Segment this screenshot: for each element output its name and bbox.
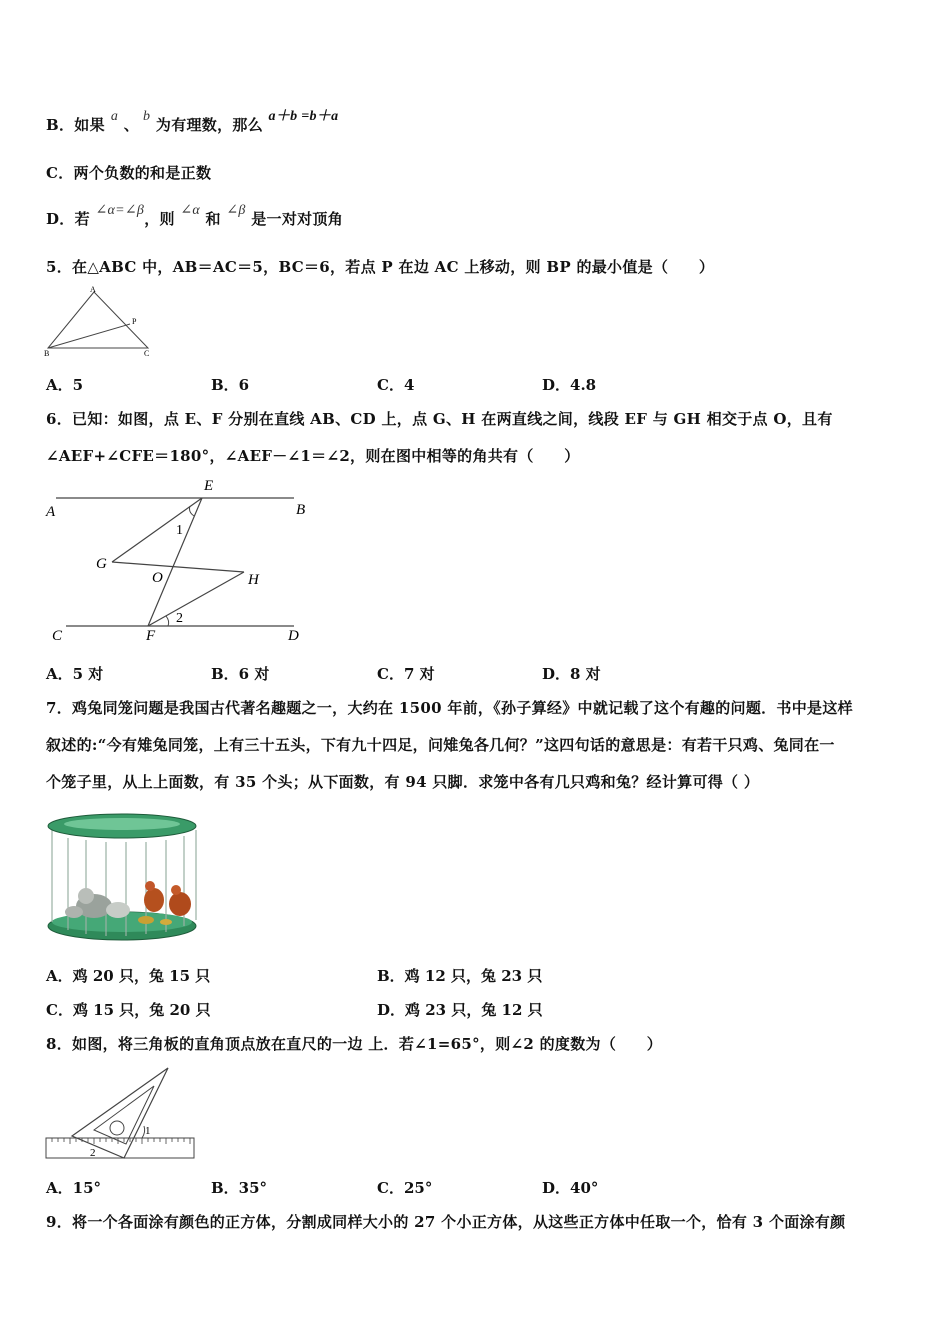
q7-option-c: C．鸡 15 只，兔 20 只 (46, 1001, 211, 1019)
q5-triangle-figure (44, 286, 156, 358)
q7-stem-line2: 叙述的:“今有雉兔同笼，上有三十五头，下有九十四足，问雉兔各几何？”这四句话的意思是：有若干只鸡、兔同在一 (46, 736, 835, 754)
label-a: A (90, 285, 96, 294)
q5-option-d: D．4.8 (542, 376, 597, 394)
q8-option-b: B．35° (211, 1179, 268, 1197)
q4-option-b: B．如果 a 、 b 为有理数，那么 a＋b =b＋a (46, 109, 339, 134)
q9-stem: 9．将一个各面涂有颜色的正方体，分割成同样大小的 27 个小正方体，从这些正方体中任取一个，恰有 3 个面涂有颜 (46, 1213, 846, 1231)
label-angle-2: 2 (90, 1147, 96, 1159)
label-c: C (144, 349, 150, 358)
q5-option-b: B．6 (211, 376, 250, 394)
q7-stem-line1: 7．鸡兔同笼问题是我国古代著名趣题之一，大约在 1500 年前，《孙子算经》中就记载了这个有趣的问题．书中是这样 (46, 699, 853, 717)
q7-option-b: B．鸡 12 只，兔 23 只 (377, 967, 543, 985)
label-angle-1: 1 (145, 1125, 151, 1137)
q5-option-a: A．5 (46, 376, 84, 394)
q7-option-a: A．鸡 20 只，兔 15 只 (46, 967, 211, 985)
q6-parallel-lines-figure (44, 476, 314, 646)
q6-option-b: B．6 对 (211, 665, 270, 683)
q6-stem-line2: ∠AEF+∠CFE＝180°，∠AEF－∠1＝∠2，则在图中相等的角共有（ ） (46, 447, 580, 465)
label-c: C (52, 628, 63, 644)
q5-stem: 5．在△ABC 中，AB＝AC＝5，BC＝6，若点 P 在边 AC 上移动，则 BP 的最小值是（ ） (46, 258, 715, 276)
label-d: D (288, 628, 299, 644)
chicken-rabbit-cage-illustration (46, 812, 202, 944)
label-b: B (296, 502, 306, 518)
label-p: P (132, 317, 137, 326)
q8-option-c: C．25° (377, 1179, 433, 1197)
q6-stem-line1: 6．已知：如图，点 E、F 分别在直线 AB、CD 上，点 G、H 在两直线之间，线段 EF 与 GH 相交于点 O，且有 (46, 410, 833, 428)
q8-stem: 8．如图，将三角板的直角顶点放在直尺的一边 上．若∠1=65°，则∠2 的度数为（ ） (46, 1035, 663, 1053)
q7-option-d: D．鸡 23 只，兔 12 只 (377, 1001, 543, 1019)
q4-option-c: C．两个负数的和是正数 (46, 164, 212, 182)
math-beta: ∠β (226, 203, 246, 218)
q8-option-a: A．15° (46, 1179, 102, 1197)
q8-option-d: D．40° (542, 1179, 599, 1197)
q5-option-c: C．4 (377, 376, 415, 394)
label-o: O (152, 570, 163, 586)
math-commutative: a＋b =b＋a (268, 109, 339, 124)
q4-option-d: D．若 ∠α=∠β，则 ∠α 和 ∠β 是一对对顶角 (46, 203, 344, 228)
label-h: H (248, 572, 259, 588)
label-angle-2: 2 (176, 611, 183, 626)
q6-option-d: D．8 对 (542, 665, 601, 683)
label-a: A (46, 504, 56, 520)
label-f: F (146, 628, 156, 644)
q7-stem-line3: 个笼子里，从上上面数，有 35 个头；从下面数，有 94 只脚．求笼中各有几只鸡和兔？经计算可得（ ） (46, 773, 760, 791)
label-g: G (96, 556, 107, 572)
q6-option-a: A．5 对 (46, 665, 104, 683)
label-e: E (204, 478, 214, 494)
math-a: a (110, 109, 119, 124)
math-alpha: ∠α (180, 203, 201, 218)
label-b: B (44, 349, 50, 358)
q6-option-c: C．7 对 (377, 665, 435, 683)
math-angle-equal: ∠α=∠β (95, 203, 145, 218)
label-angle-1: 1 (176, 523, 183, 538)
math-b: b (143, 109, 151, 124)
q8-ruler-triangle-figure (44, 1064, 198, 1162)
